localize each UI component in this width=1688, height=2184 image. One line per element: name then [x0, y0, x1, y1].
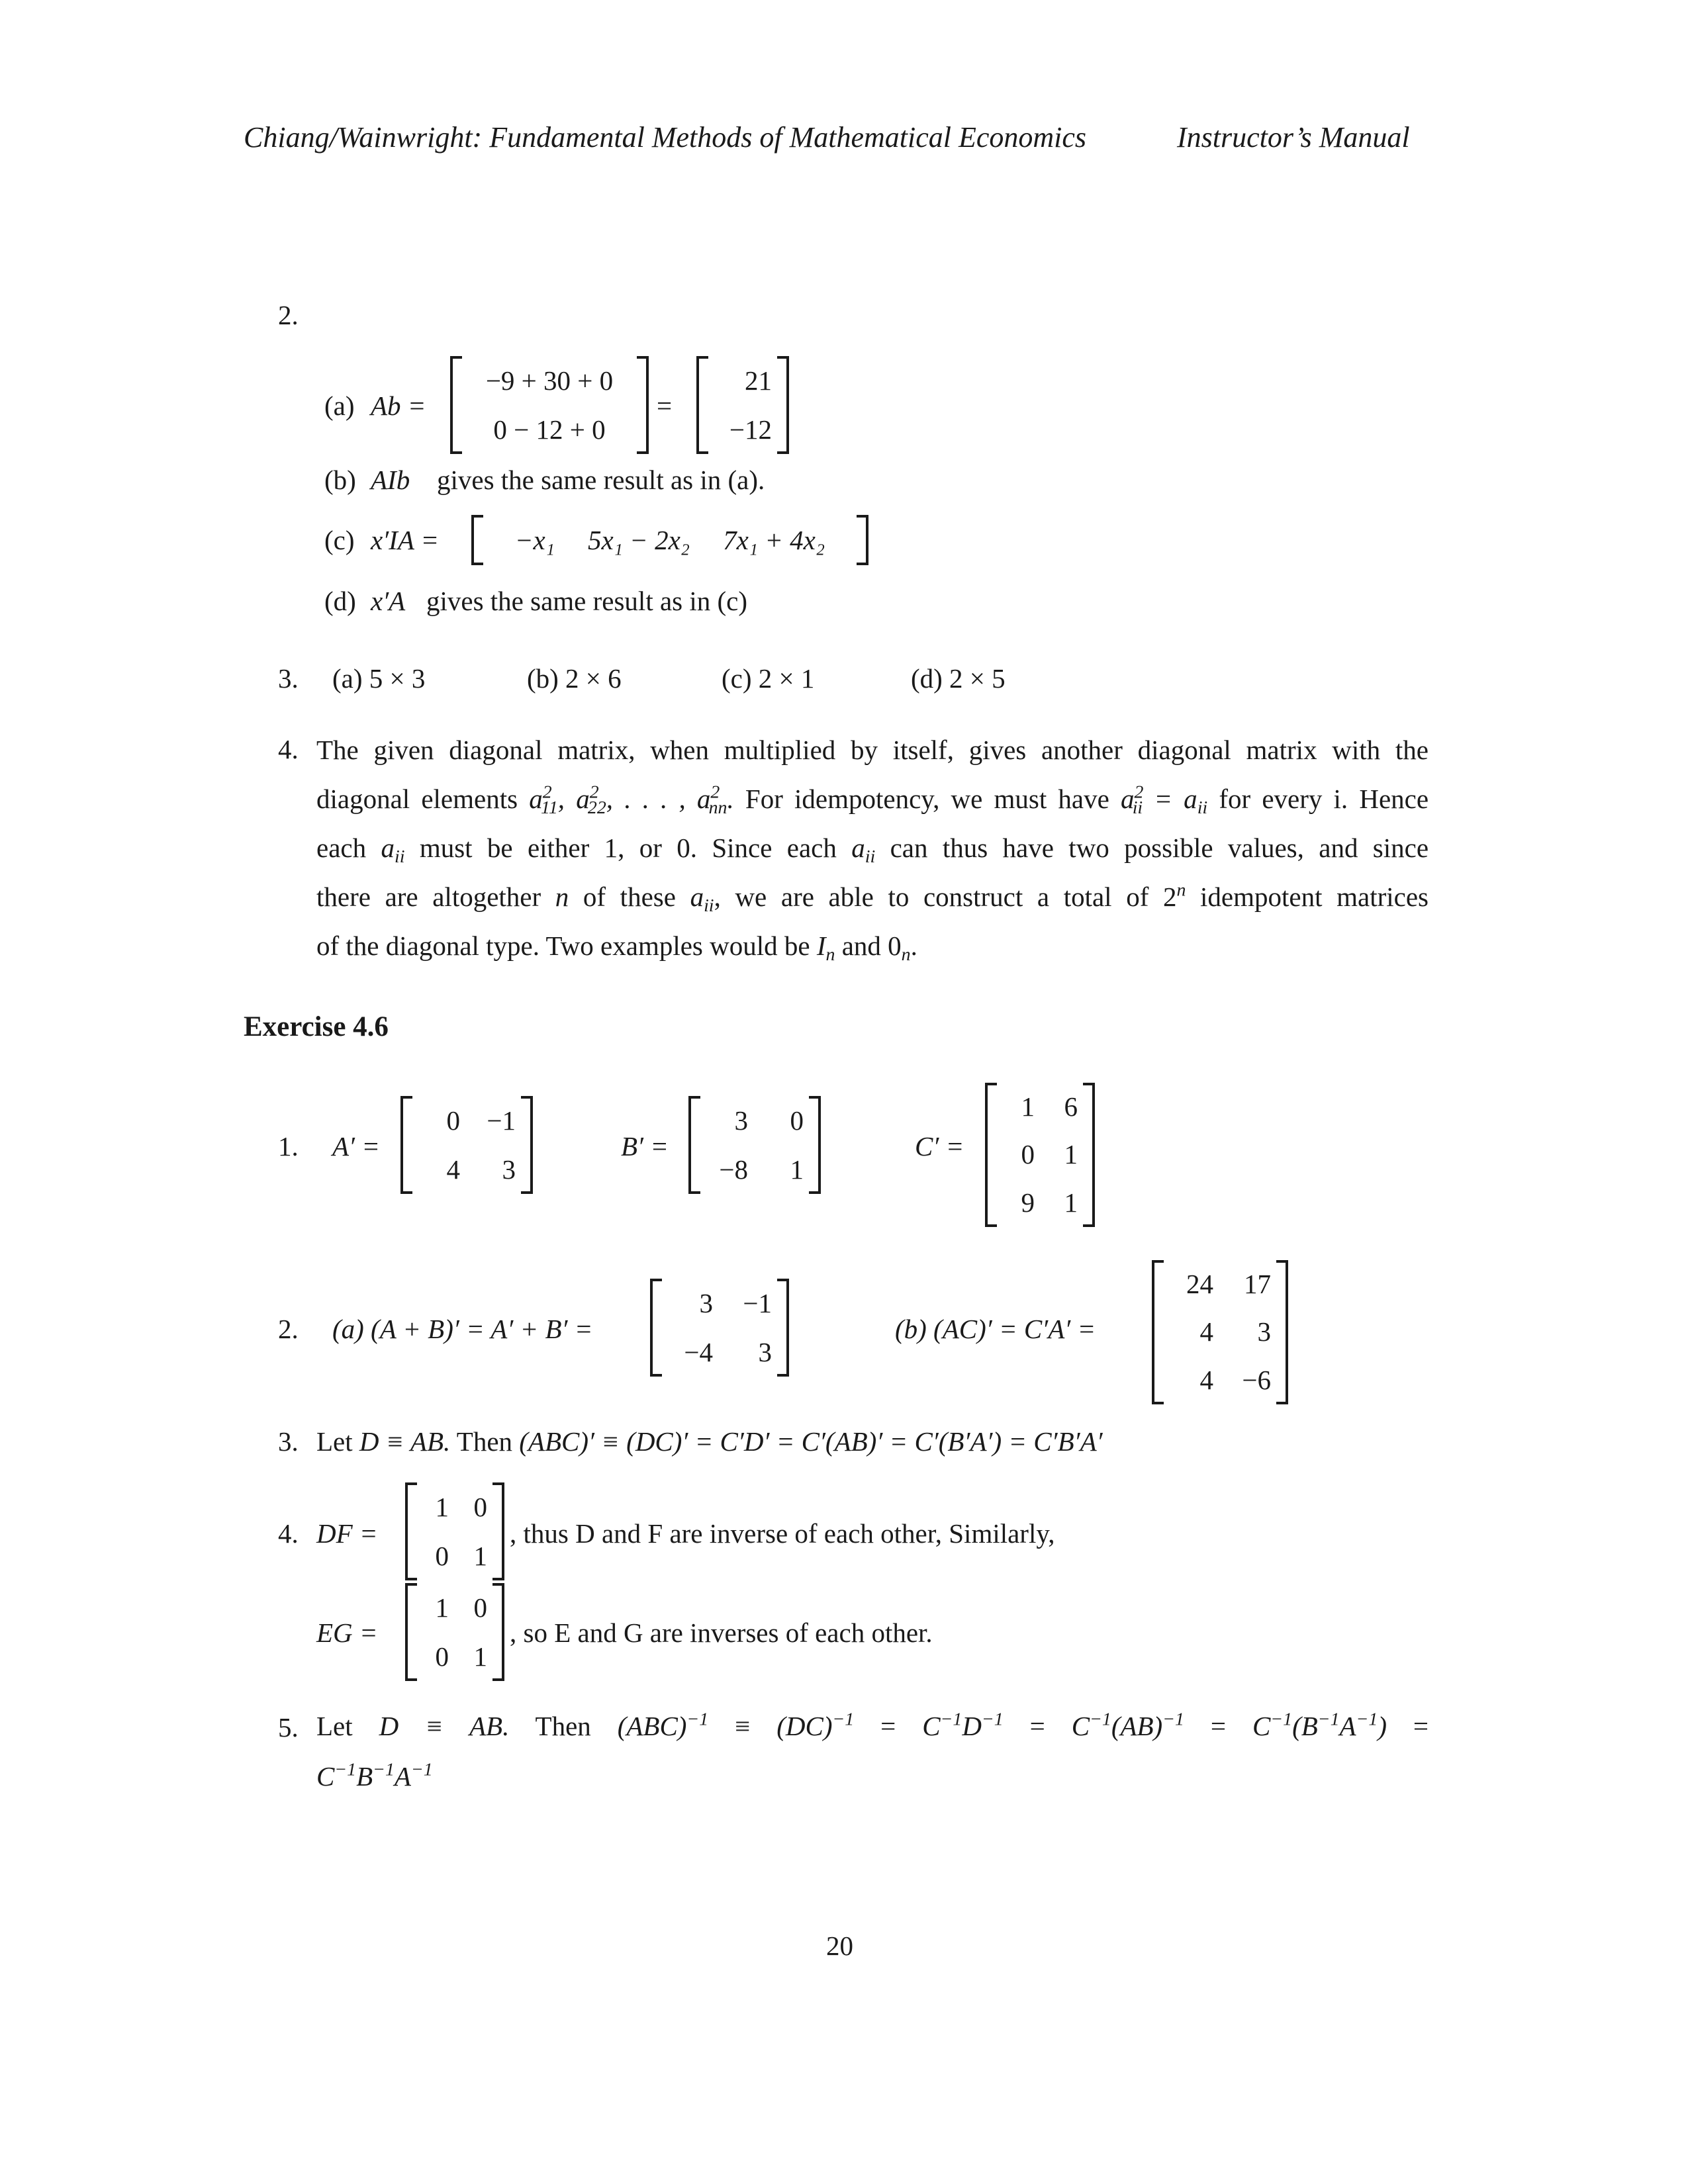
matrix-ab-sum	[450, 356, 649, 454]
matrix-cell: 1	[1064, 1187, 1078, 1218]
part-b-label: (b)	[324, 465, 356, 495]
matrix-a-transpose	[400, 1096, 533, 1194]
matrix-cell: 1	[473, 1641, 487, 1672]
idempotency-paragraph: The given diagonal matrix, when multiplied by itself, gives another diagonal matrix with the diagonal elements $a^2_{11}$, $a^2_{22}$, . . . , $a^2_{nn}$. For idempotency, we must have $a^2_{ii} = a_{ii}$ for every i. Hence each $a_{ii}$ must be either 1, or 0. Since each $a_{ii}$ can thus have two possible values, and since there are altogether n of these $a_{ii}$, we are able to construct a total of 2$^n$ idempotent matrices of the diagonal type. Two examples would be $I_n$ and $0_n$.	[316, 735, 1429, 965]
problem-number-2: 2.	[278, 300, 299, 330]
proof-text: Then	[535, 1711, 591, 1741]
matrix-cell: 0	[1021, 1139, 1035, 1170]
matrix-cell: −8	[719, 1154, 748, 1185]
matrix-cell: −6	[1242, 1365, 1271, 1396]
inverse-proof: Let D ≡ AB. Then $(ABC)^{-1} \equiv (DC)^{-1} = C^{-1}D^{-1} = C^{-1}(AB)^{-1} = C^{-1}(B^{-1}A^{-1})$ = $C^{-1}B^{-1}A^{-1}$	[316, 1709, 1429, 1792]
matrix-cell: 21	[745, 365, 772, 396]
matrix-cell: 0	[473, 1592, 487, 1623]
matrix-cell: −9 + 30 + 0	[485, 365, 614, 396]
proof-expr: D ≡ AB.	[359, 1426, 451, 1457]
paragraph-text: of the diagonal type. Two examples would be	[316, 931, 810, 961]
part-c-lhs: x′IA =	[371, 525, 440, 555]
part-d-text: gives the same result as in (c)	[426, 586, 748, 616]
matrix-cell: 7x₁ + 4x₂	[723, 524, 825, 555]
running-header-manual: Instructor’s Manual	[1177, 121, 1410, 154]
eg-lhs: EG =	[316, 1617, 378, 1648]
matrix-cell: 17	[1244, 1268, 1271, 1299]
problem-number-3b: 3.	[278, 1426, 299, 1457]
matrix-cell: 3	[734, 1105, 748, 1136]
matrix-b-transpose	[688, 1096, 821, 1194]
matrix-cell: 3	[758, 1336, 772, 1367]
paragraph-text: must be either 1, or 0. Since each	[419, 833, 837, 863]
matrix-cell: 3	[502, 1154, 516, 1185]
matrix-cell: 0	[435, 1540, 449, 1571]
part-a-label: (a)	[324, 390, 355, 421]
problem-number-4b: 4.	[278, 1518, 299, 1549]
matrix-cell: −1	[743, 1287, 772, 1318]
paragraph-text: of these	[583, 882, 676, 912]
matrix-cell: 1	[435, 1592, 449, 1623]
matrix-cell: 0 − 12 + 0	[493, 414, 606, 445]
matrix-product-transpose	[1152, 1260, 1288, 1404]
running-header-title: Chiang/Wainwright: Fundamental Methods of Mathematical Economics	[244, 121, 1087, 154]
matrix-eg	[405, 1583, 504, 1681]
problem-number-1: 1.	[278, 1131, 299, 1161]
matrix-cell: −4	[684, 1336, 713, 1367]
page-number: 20	[826, 1931, 853, 1961]
proof-expr: D ≡ AB.	[379, 1711, 510, 1741]
matrix-cell: −x₁	[514, 524, 555, 555]
c-transpose-lhs: C′ =	[915, 1131, 964, 1161]
matrix-cell: 1	[1064, 1139, 1078, 1170]
paragraph-text: diagonal elements	[316, 784, 518, 814]
problem-number-3: 3.	[278, 663, 299, 694]
matrix-cell: 5x₁ − 2x₂	[587, 524, 690, 555]
problem-number-5: 5.	[278, 1712, 299, 1743]
part-b-text: gives the same result as in (a).	[437, 465, 765, 495]
matrix-cell: 9	[1021, 1187, 1035, 1218]
matrix-cell: 0	[435, 1641, 449, 1672]
matrix-cell: 3	[699, 1287, 713, 1318]
part-b-product-transpose: (b) (AC)′ = C′A′ =	[895, 1314, 1096, 1344]
paragraph-text: for every i. Hence	[1219, 784, 1429, 814]
paragraph-line-1: The given diagonal matrix, when multiplied by itself, gives another diagonal matrix with the	[316, 735, 1429, 765]
a-transpose-lhs: A′ =	[332, 1131, 380, 1161]
dimension-c: (c) 2 × 1	[722, 663, 815, 694]
problem-number-2b: 2.	[278, 1314, 299, 1344]
paragraph-text: there are altogether	[316, 882, 541, 912]
matrix-cell: 1	[435, 1491, 449, 1522]
matrix-cell: 4	[1199, 1365, 1213, 1396]
matrix-cell: 1	[473, 1540, 487, 1571]
matrix-sum-transpose	[650, 1279, 789, 1377]
paragraph-text: we are able to construct a total of	[735, 882, 1149, 912]
matrix-cell: 1	[790, 1154, 804, 1185]
proof-text: Let	[316, 1711, 353, 1741]
matrix-cell: 0	[473, 1491, 487, 1522]
matrix-cell: 0	[446, 1105, 460, 1136]
equals-sign: =	[657, 390, 673, 421]
matrix-cell: 24	[1186, 1268, 1213, 1299]
matrix-cell: −1	[487, 1105, 516, 1136]
paragraph-text: For idempotency, we must have	[745, 784, 1109, 814]
df-conclusion: , thus D and F are inverse of each other, Similarly,	[510, 1518, 1055, 1549]
matrix-cell: 6	[1064, 1091, 1078, 1122]
matrix-c-transpose	[985, 1083, 1095, 1227]
b-transpose-lhs: B′ =	[621, 1131, 669, 1161]
part-a-lhs: Ab =	[371, 390, 426, 421]
transpose-proof	[316, 1428, 1103, 1455]
matrix-cell: 0	[790, 1105, 804, 1136]
proof-text: Let	[316, 1426, 353, 1457]
dimension-d: (d) 2 × 5	[911, 663, 1006, 694]
matrix-cell: 4	[446, 1154, 460, 1185]
paragraph-text: and	[841, 931, 881, 961]
problem-number-4: 4.	[278, 734, 299, 764]
part-c-label: (c)	[324, 525, 355, 555]
proof-text: Then	[456, 1426, 513, 1457]
matrix-cell: 4	[1199, 1316, 1213, 1347]
paragraph-text: idempotent matrices	[1200, 882, 1429, 912]
proof-expr: (ABC)′ ≡ (DC)′ = C′D′ = C′(AB)′ = C′(B′A′) = C′B′A′	[519, 1426, 1103, 1457]
matrix-cell: 3	[1257, 1316, 1271, 1347]
matrix-cell: −12	[729, 414, 772, 445]
part-a-transpose-sum: (a) (A + B)′ = A′ + B′ =	[332, 1314, 593, 1344]
df-lhs: DF =	[316, 1518, 378, 1549]
dimension-b: (b) 2 × 6	[527, 663, 622, 694]
matrix-df	[405, 1482, 504, 1580]
part-b-var: AIb	[371, 465, 410, 495]
paragraph-text: can thus have two possible values, and since	[890, 833, 1429, 863]
part-d-var: x′A	[371, 586, 406, 616]
section-heading: Exercise 4.6	[244, 1011, 389, 1042]
part-d-label: (d)	[324, 586, 356, 616]
matrix-cell: 1	[1021, 1091, 1035, 1122]
matrix-row-xIA	[471, 515, 868, 565]
dimension-a: (a) 5 × 3	[332, 663, 426, 694]
matrix-ab-result	[696, 356, 789, 454]
eg-conclusion: , so E and G are inverses of each other.	[510, 1617, 933, 1648]
paragraph-text: each	[316, 833, 367, 863]
